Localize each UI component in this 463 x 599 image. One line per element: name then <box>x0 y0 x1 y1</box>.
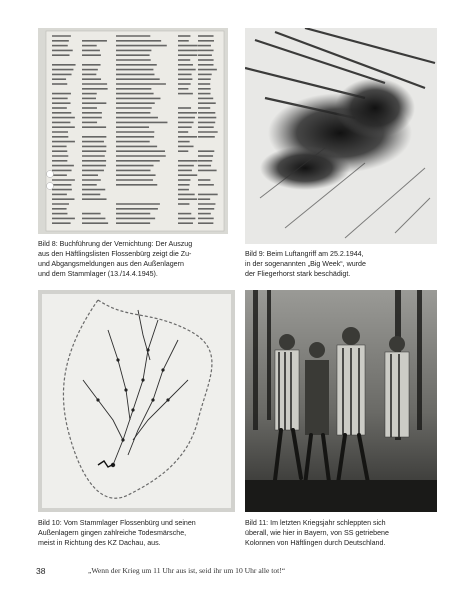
death-march-map-image <box>38 290 235 512</box>
caption-line: in der sogenannten „Big Week“, wurde <box>245 260 366 268</box>
air-raid-image <box>245 28 437 244</box>
figure-10-caption <box>38 518 243 548</box>
running-quote: „Wenn der Krieg um 11 Uhr aus ist, seid ihr um 10 Uhr alle tot!“ <box>88 566 286 575</box>
prisoner-column-image <box>245 290 437 512</box>
caption-line: überall, wie hier in Bayern, von SS getriebene <box>245 529 389 537</box>
figure-8-caption <box>38 239 238 279</box>
caption-line: und Abgangsmeldungen aus den Außenlagern <box>38 260 184 268</box>
page-number: 38 <box>36 566 46 576</box>
figure-11-prisoners-photo <box>245 290 437 512</box>
caption-line: meist in Richtung des KZ Dachau, aus. <box>38 539 161 547</box>
caption-line: und dem Stammlager (13./14.4.1945). <box>38 270 158 278</box>
figure-11-caption <box>245 518 450 548</box>
figure-10-map-photo <box>38 290 235 512</box>
caption-line: Kolonnen von Häftlingen durch Deutschland. <box>245 539 386 547</box>
caption-line: aus den Häftlingslisten Flossenbürg zeigt die Zu- <box>38 250 192 258</box>
caption-line: Bild 9: Beim Luftangriff am 25.2.1944, <box>245 250 364 258</box>
caption-line: Bild 11: Im letzten Kriegsjahr schleppten sich <box>245 519 386 527</box>
caption-line: der Fliegerhorst stark beschädigt. <box>245 270 351 278</box>
figure-9-air-raid-photo <box>245 28 437 244</box>
figure-9-caption <box>245 249 445 279</box>
caption-line: Bild 10: Vom Stammlager Flossenbürg und seinen <box>38 519 196 527</box>
caption-line: Bild 8: Buchführung der Vernichtung: Der Auszug <box>38 240 193 248</box>
caption-line: Außenlagern gingen zahlreiche Todesmärsche, <box>38 529 187 537</box>
figure-8-ledger-photo <box>38 28 228 234</box>
ledger-scan-image <box>38 28 228 234</box>
